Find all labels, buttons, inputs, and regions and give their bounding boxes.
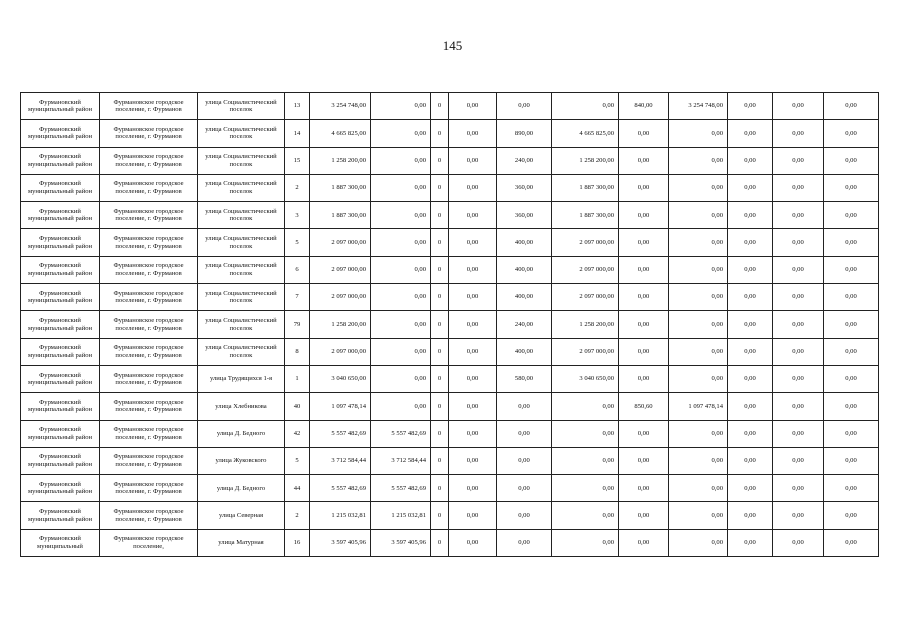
table-row [21,365,879,392]
table-row [21,284,879,311]
cost-col-6-cell: 0,00 [371,174,431,201]
settlement-cell: Фурмановское городское поселение, г. Фурманов [100,93,198,120]
cost-col-8-cell: 0,00 [449,365,497,392]
street-cell: улица Социалистический поселок [198,202,285,229]
street-cell: улица Социалистический поселок [198,174,285,201]
cost-col-15-cell: 0,00 [824,229,879,256]
cost-col-10-cell: 2 097 000,00 [552,284,619,311]
area-col-9-cell: 400,00 [497,338,552,365]
cost-col-12-cell: 3 254 748,00 [669,93,728,120]
count-cell: 0 [431,311,449,338]
count-cell: 0 [431,529,449,556]
area-col-11-cell: 0,00 [619,365,669,392]
settlement-cell: Фурмановское городское поселение, г. Фурманов [100,120,198,147]
table-row [21,174,879,201]
cost-col-10-cell: 2 097 000,00 [552,256,619,283]
area-col-9-cell: 580,00 [497,365,552,392]
cost-col-8-cell: 0,00 [449,420,497,447]
cost-col-12-cell: 0,00 [669,202,728,229]
cost-col-8-cell: 0,00 [449,174,497,201]
cost-col-13-cell: 0,00 [728,447,773,474]
total-cost-cell: 1 215 032,81 [310,502,371,529]
street-cell: улица Социалистический поселок [198,93,285,120]
area-col-11-cell: 850,60 [619,393,669,420]
cost-col-8-cell: 0,00 [449,393,497,420]
cost-col-12-cell: 0,00 [669,475,728,502]
cost-col-6-cell: 0,00 [371,284,431,311]
cost-col-6-cell: 3 597 405,96 [371,529,431,556]
table-row [21,311,879,338]
count-cell: 0 [431,338,449,365]
house-number-cell: 3 [285,202,310,229]
cost-col-10-cell: 1 258 200,00 [552,147,619,174]
settlement-cell: Фурмановское городское поселение, г. Фурманов [100,420,198,447]
area-col-9-cell: 0,00 [497,502,552,529]
cost-col-10-cell: 0,00 [552,420,619,447]
cost-col-10-cell: 0,00 [552,502,619,529]
area-col-11-cell: 0,00 [619,202,669,229]
cost-col-12-cell: 0,00 [669,338,728,365]
street-cell: улица Социалистический поселок [198,147,285,174]
settlement-cell: Фурмановское городское поселение, г. Фурманов [100,475,198,502]
table-row [21,338,879,365]
cost-col-15-cell: 0,00 [824,120,879,147]
cost-col-8-cell: 0,00 [449,202,497,229]
cost-col-6-cell: 0,00 [371,338,431,365]
cost-col-6-cell: 0,00 [371,365,431,392]
cost-col-14-cell: 0,00 [773,229,824,256]
total-cost-cell: 3 597 405,96 [310,529,371,556]
area-col-11-cell: 0,00 [619,147,669,174]
district-cell: Фурмановский муниципальный [21,529,100,556]
house-number-cell: 2 [285,174,310,201]
house-number-cell: 16 [285,529,310,556]
settlement-cell: Фурмановское городское поселение, г. Фурманов [100,174,198,201]
settlement-cell: Фурмановское городское поселение, г. Фурманов [100,229,198,256]
district-cell: Фурмановский муниципальный район [21,256,100,283]
cost-col-15-cell: 0,00 [824,502,879,529]
cost-col-15-cell: 0,00 [824,256,879,283]
count-cell: 0 [431,256,449,283]
cost-col-14-cell: 0,00 [773,174,824,201]
cost-col-12-cell: 0,00 [669,284,728,311]
area-col-11-cell: 0,00 [619,502,669,529]
cost-col-8-cell: 0,00 [449,475,497,502]
settlement-cell: Фурмановское городское поселение, г. Фурманов [100,202,198,229]
cost-col-14-cell: 0,00 [773,256,824,283]
district-cell: Фурмановский муниципальный район [21,284,100,311]
count-cell: 0 [431,174,449,201]
settlement-cell: Фурмановское городское поселение, г. Фурманов [100,256,198,283]
house-number-cell: 2 [285,502,310,529]
house-number-cell: 42 [285,420,310,447]
street-cell: улица Социалистический поселок [198,311,285,338]
count-cell: 0 [431,420,449,447]
house-number-cell: 6 [285,256,310,283]
district-cell: Фурмановский муниципальный район [21,229,100,256]
cost-col-15-cell: 0,00 [824,284,879,311]
house-number-cell: 1 [285,365,310,392]
cost-col-13-cell: 0,00 [728,475,773,502]
house-number-cell: 40 [285,393,310,420]
cost-col-8-cell: 0,00 [449,502,497,529]
count-cell: 0 [431,284,449,311]
cost-col-15-cell: 0,00 [824,338,879,365]
area-col-9-cell: 0,00 [497,393,552,420]
total-cost-cell: 5 557 482,69 [310,420,371,447]
house-number-cell: 13 [285,93,310,120]
cost-col-10-cell: 3 040 650,00 [552,365,619,392]
street-cell: улица Д. Бедного [198,475,285,502]
street-cell: улица Жуковского [198,447,285,474]
table-row [21,529,879,556]
count-cell: 0 [431,475,449,502]
cost-col-6-cell: 5 557 482,69 [371,420,431,447]
street-cell: улица Д. Бедного [198,420,285,447]
cost-col-13-cell: 0,00 [728,393,773,420]
district-cell: Фурмановский муниципальный район [21,502,100,529]
cost-col-13-cell: 0,00 [728,174,773,201]
area-col-11-cell: 0,00 [619,284,669,311]
cost-col-12-cell: 0,00 [669,365,728,392]
cost-col-12-cell: 0,00 [669,529,728,556]
cost-col-15-cell: 0,00 [824,93,879,120]
total-cost-cell: 3 040 650,00 [310,365,371,392]
district-cell: Фурмановский муниципальный район [21,475,100,502]
table-row [21,475,879,502]
cost-col-10-cell: 1 887 300,00 [552,202,619,229]
area-col-9-cell: 240,00 [497,311,552,338]
count-cell: 0 [431,502,449,529]
street-cell: улица Социалистический поселок [198,120,285,147]
cost-col-14-cell: 0,00 [773,420,824,447]
count-cell: 0 [431,229,449,256]
cost-col-13-cell: 0,00 [728,93,773,120]
cost-col-14-cell: 0,00 [773,365,824,392]
area-col-9-cell: 400,00 [497,284,552,311]
cost-col-6-cell: 0,00 [371,311,431,338]
cost-col-13-cell: 0,00 [728,311,773,338]
cost-col-14-cell: 0,00 [773,475,824,502]
cost-col-13-cell: 0,00 [728,365,773,392]
cost-col-10-cell: 4 665 825,00 [552,120,619,147]
district-cell: Фурмановский муниципальный район [21,393,100,420]
cost-col-12-cell: 0,00 [669,120,728,147]
cost-col-14-cell: 0,00 [773,529,824,556]
table-row [21,93,879,120]
area-col-9-cell: 0,00 [497,529,552,556]
area-col-11-cell: 0,00 [619,311,669,338]
house-number-cell: 14 [285,120,310,147]
cost-col-10-cell: 0,00 [552,529,619,556]
cost-col-14-cell: 0,00 [773,311,824,338]
area-col-9-cell: 400,00 [497,256,552,283]
cost-col-14-cell: 0,00 [773,502,824,529]
street-cell: улица Северная [198,502,285,529]
cost-col-14-cell: 0,00 [773,393,824,420]
area-col-9-cell: 890,00 [497,120,552,147]
district-cell: Фурмановский муниципальный район [21,93,100,120]
street-cell: улица Матурная [198,529,285,556]
table-row [21,502,879,529]
cost-col-13-cell: 0,00 [728,256,773,283]
cost-col-8-cell: 0,00 [449,447,497,474]
district-cell: Фурмановский муниципальный район [21,338,100,365]
cost-col-10-cell: 1 258 200,00 [552,311,619,338]
area-col-9-cell: 360,00 [497,202,552,229]
cost-col-8-cell: 0,00 [449,284,497,311]
area-col-9-cell: 360,00 [497,174,552,201]
cost-col-10-cell: 0,00 [552,393,619,420]
cost-col-6-cell: 0,00 [371,202,431,229]
count-cell: 0 [431,120,449,147]
count-cell: 0 [431,93,449,120]
total-cost-cell: 2 097 000,00 [310,256,371,283]
area-col-11-cell: 840,00 [619,93,669,120]
district-cell: Фурмановский муниципальный район [21,365,100,392]
street-cell: улица Социалистический поселок [198,338,285,365]
table-row [21,202,879,229]
cost-col-13-cell: 0,00 [728,420,773,447]
cost-col-15-cell: 0,00 [824,393,879,420]
cost-col-8-cell: 0,00 [449,256,497,283]
total-cost-cell: 2 097 000,00 [310,284,371,311]
table-row [21,447,879,474]
cost-col-14-cell: 0,00 [773,447,824,474]
cost-col-12-cell: 0,00 [669,447,728,474]
area-col-11-cell: 0,00 [619,529,669,556]
cost-col-8-cell: 0,00 [449,147,497,174]
area-col-9-cell: 0,00 [497,93,552,120]
area-col-11-cell: 0,00 [619,120,669,147]
cost-col-6-cell: 0,00 [371,393,431,420]
cost-col-8-cell: 0,00 [449,229,497,256]
cost-col-13-cell: 0,00 [728,147,773,174]
count-cell: 0 [431,393,449,420]
cost-col-6-cell: 0,00 [371,147,431,174]
cost-col-10-cell: 0,00 [552,93,619,120]
total-cost-cell: 2 097 000,00 [310,338,371,365]
cost-col-12-cell: 0,00 [669,311,728,338]
table-body [21,93,879,557]
cost-col-14-cell: 0,00 [773,93,824,120]
cost-col-13-cell: 0,00 [728,284,773,311]
district-cell: Фурмановский муниципальный район [21,120,100,147]
street-cell: улица Социалистический поселок [198,284,285,311]
cost-col-6-cell: 3 712 584,44 [371,447,431,474]
settlement-cell: Фурмановское городское поселение, г. Фурманов [100,338,198,365]
district-cell: Фурмановский муниципальный район [21,174,100,201]
cost-col-15-cell: 0,00 [824,174,879,201]
cost-col-6-cell: 0,00 [371,229,431,256]
house-number-cell: 5 [285,229,310,256]
area-col-9-cell: 0,00 [497,447,552,474]
cost-col-15-cell: 0,00 [824,311,879,338]
cost-col-10-cell: 0,00 [552,447,619,474]
cost-col-6-cell: 1 215 032,81 [371,502,431,529]
count-cell: 0 [431,447,449,474]
area-col-9-cell: 400,00 [497,229,552,256]
cost-col-8-cell: 0,00 [449,338,497,365]
cost-col-8-cell: 0,00 [449,311,497,338]
total-cost-cell: 4 665 825,00 [310,120,371,147]
cost-col-13-cell: 0,00 [728,502,773,529]
settlement-cell: Фурмановское городское поселение, г. Фурманов [100,365,198,392]
cost-col-15-cell: 0,00 [824,447,879,474]
cost-col-13-cell: 0,00 [728,202,773,229]
total-cost-cell: 3 254 748,00 [310,93,371,120]
table-row [21,229,879,256]
total-cost-cell: 1 887 300,00 [310,202,371,229]
total-cost-cell: 2 097 000,00 [310,229,371,256]
settlement-cell: Фурмановское городское поселение, г. Фурманов [100,284,198,311]
house-number-cell: 44 [285,475,310,502]
cost-col-14-cell: 0,00 [773,202,824,229]
total-cost-cell: 1 097 478,14 [310,393,371,420]
total-cost-cell: 1 887 300,00 [310,174,371,201]
cost-col-8-cell: 0,00 [449,529,497,556]
cost-col-8-cell: 0,00 [449,93,497,120]
area-col-11-cell: 0,00 [619,447,669,474]
table-row [21,120,879,147]
street-cell: улица Хлебникова [198,393,285,420]
cost-col-6-cell: 0,00 [371,93,431,120]
cost-col-12-cell: 0,00 [669,174,728,201]
settlement-cell: Фурмановское городское поселение, г. Фурманов [100,147,198,174]
cost-col-12-cell: 0,00 [669,420,728,447]
cost-col-13-cell: 0,00 [728,529,773,556]
cost-col-12-cell: 1 097 478,14 [669,393,728,420]
cost-col-12-cell: 0,00 [669,147,728,174]
area-col-11-cell: 0,00 [619,256,669,283]
settlement-cell: Фурмановское городское поселение, г. Фурманов [100,311,198,338]
cost-col-12-cell: 0,00 [669,256,728,283]
area-col-11-cell: 0,00 [619,475,669,502]
house-number-cell: 7 [285,284,310,311]
registry-table [20,92,879,557]
district-cell: Фурмановский муниципальный район [21,420,100,447]
table-row [21,256,879,283]
street-cell: улица Социалистический поселок [198,256,285,283]
cost-col-6-cell: 0,00 [371,256,431,283]
cost-col-13-cell: 0,00 [728,229,773,256]
cost-col-12-cell: 0,00 [669,502,728,529]
district-cell: Фурмановский муниципальный район [21,147,100,174]
table-row [21,420,879,447]
cost-col-15-cell: 0,00 [824,365,879,392]
cost-col-13-cell: 0,00 [728,120,773,147]
area-col-11-cell: 0,00 [619,174,669,201]
cost-col-12-cell: 0,00 [669,229,728,256]
cost-col-15-cell: 0,00 [824,529,879,556]
cost-col-14-cell: 0,00 [773,338,824,365]
district-cell: Фурмановский муниципальный район [21,202,100,229]
district-cell: Фурмановский муниципальный район [21,311,100,338]
street-cell: улица Трудящихся 1-я [198,365,285,392]
area-col-11-cell: 0,00 [619,338,669,365]
house-number-cell: 79 [285,311,310,338]
cost-col-14-cell: 0,00 [773,284,824,311]
cost-col-15-cell: 0,00 [824,147,879,174]
cost-col-13-cell: 0,00 [728,338,773,365]
area-col-9-cell: 0,00 [497,420,552,447]
cost-col-6-cell: 5 557 482,69 [371,475,431,502]
count-cell: 0 [431,147,449,174]
total-cost-cell: 1 258 200,00 [310,311,371,338]
cost-col-10-cell: 0,00 [552,475,619,502]
table-row [21,147,879,174]
district-cell: Фурмановский муниципальный район [21,447,100,474]
cost-col-6-cell: 0,00 [371,120,431,147]
area-col-11-cell: 0,00 [619,229,669,256]
total-cost-cell: 1 258 200,00 [310,147,371,174]
house-number-cell: 15 [285,147,310,174]
total-cost-cell: 3 712 584,44 [310,447,371,474]
cost-col-8-cell: 0,00 [449,120,497,147]
cost-col-10-cell: 2 097 000,00 [552,229,619,256]
cost-col-10-cell: 1 887 300,00 [552,174,619,201]
count-cell: 0 [431,202,449,229]
total-cost-cell: 5 557 482,69 [310,475,371,502]
settlement-cell: Фурмановское городское поселение, г. Фурманов [100,447,198,474]
cost-col-15-cell: 0,00 [824,202,879,229]
area-col-9-cell: 240,00 [497,147,552,174]
cost-col-15-cell: 0,00 [824,475,879,502]
house-number-cell: 8 [285,338,310,365]
cost-col-10-cell: 2 097 000,00 [552,338,619,365]
area-col-11-cell: 0,00 [619,420,669,447]
table-row [21,393,879,420]
settlement-cell: Фурмановское городское поселение, г. Фурманов [100,393,198,420]
house-number-cell: 5 [285,447,310,474]
page-number: 145 [442,38,463,53]
count-cell: 0 [431,365,449,392]
area-col-9-cell: 0,00 [497,475,552,502]
cost-col-15-cell: 0,00 [824,420,879,447]
cost-col-14-cell: 0,00 [773,120,824,147]
settlement-cell: Фурмановское городское поселение, [100,529,198,556]
cost-col-14-cell: 0,00 [773,147,824,174]
street-cell: улица Социалистический поселок [198,229,285,256]
settlement-cell: Фурмановское городское поселение, г. Фурманов [100,502,198,529]
